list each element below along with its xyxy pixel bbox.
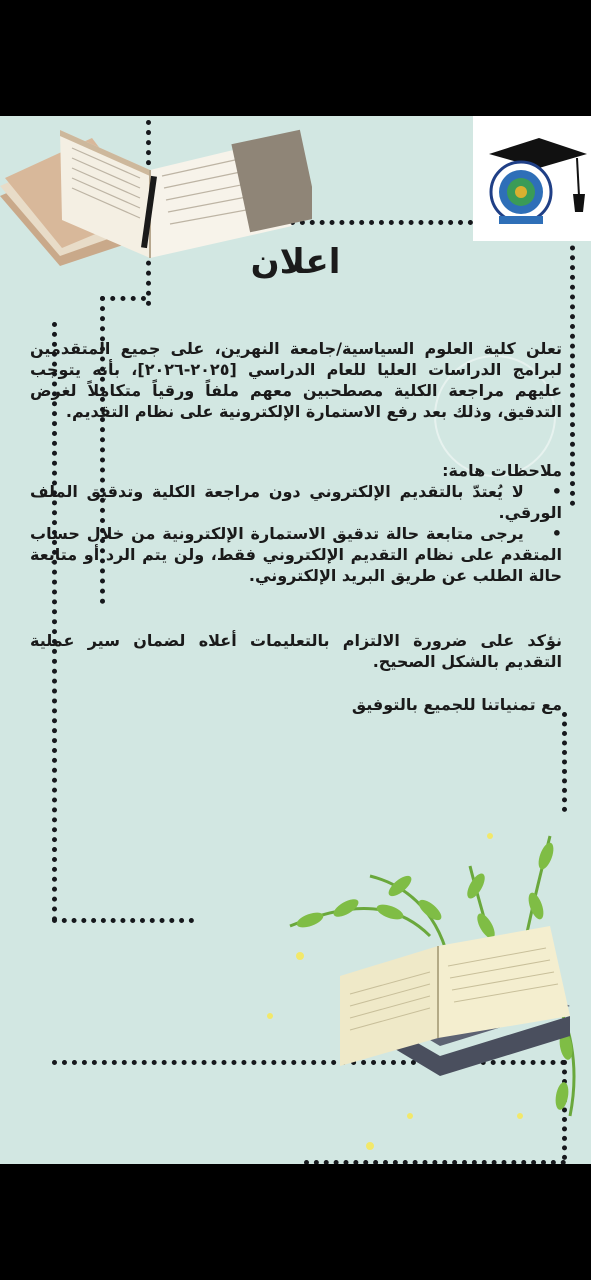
closing-note: مع تمنياتنا للجميع بالتوفيق xyxy=(351,695,562,714)
dotted-line xyxy=(562,712,567,812)
note-text: لا يُعتدّ بالتقديم الإلكتروني دون مراجعة الكلية وتدقيق الملف الورقي. xyxy=(30,482,562,522)
dotted-line xyxy=(52,918,194,923)
announcement-title: اعلان xyxy=(250,242,341,282)
note-text: يرجى متابعة حالة تدقيق الاستمارة الإلكترونية من خلال حساب المتقدم على نظام التقديم الإلكتروني فقط، ولن يتم الرد أو متابعة حالة الطلب عن طريق البريد الإلكتروني. xyxy=(30,524,562,585)
graduation-cap-icon xyxy=(473,116,591,241)
note-item xyxy=(30,481,562,523)
notes-heading: ملاحظات هامة: xyxy=(442,461,562,480)
bullet: • xyxy=(551,482,562,501)
commitment-note: نؤكد على ضرورة الالتزام بالتعليمات أعلاه لضمان سير عملية التقديم بالشكل الصحيح. xyxy=(30,631,562,671)
announcement-poster xyxy=(0,116,591,1164)
notes-section xyxy=(30,460,562,586)
open-book-plant-icon xyxy=(250,816,591,1164)
bullet: • xyxy=(551,524,562,543)
announcement-intro: تعلن كلية العلوم السياسية/جامعة النهرين، على جميع المتقدمين لبرامج الدراسات العليا للعام الدراسي [٢٠٢٥-٢٠٢٦]، بأنه يتوجب عليهم مراجعة الكلية مصطحبين معهم ملفاً ورقياً متكاملاً لغرض التدقيق، وذلك بعد رفع الاستمارة الإلكترونية على نظام التقديم. xyxy=(30,339,563,421)
dotted-line xyxy=(100,296,146,301)
notes-list xyxy=(30,481,562,586)
college-logo xyxy=(473,116,591,241)
note-item xyxy=(30,523,562,586)
